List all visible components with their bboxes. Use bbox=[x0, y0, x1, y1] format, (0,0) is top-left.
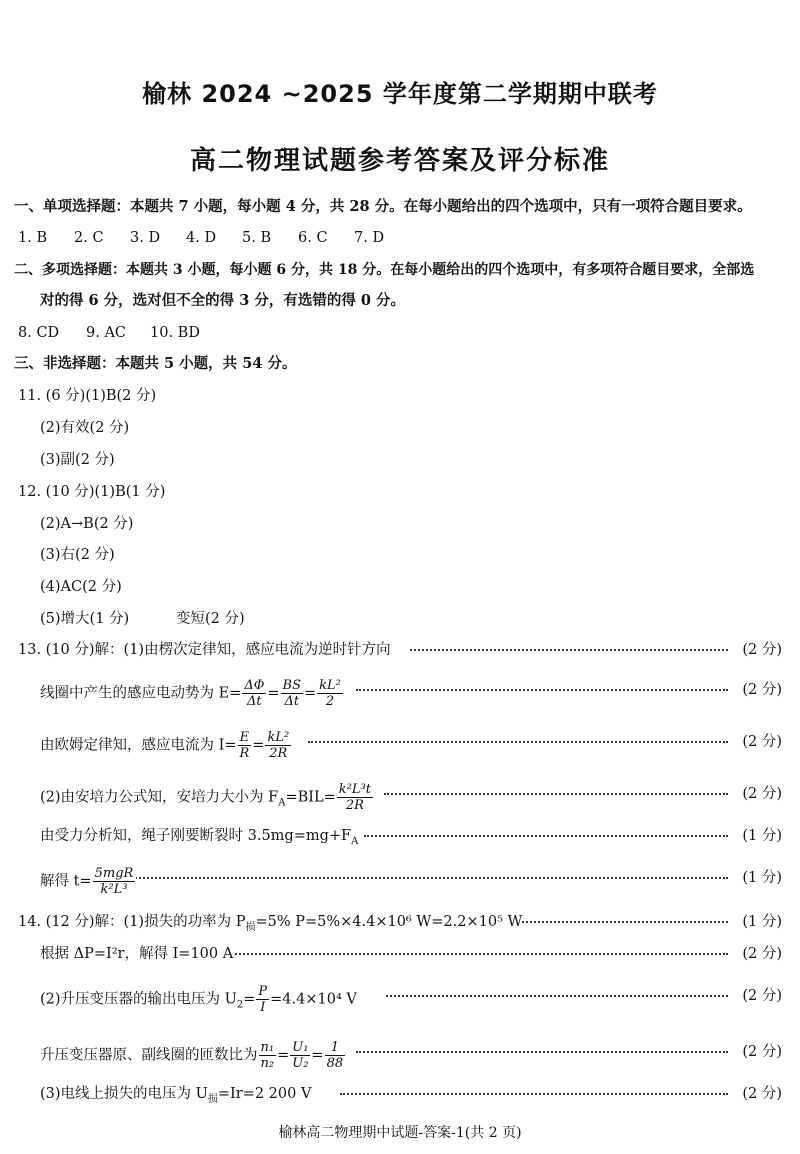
q11-line: (2)有效(2 分) bbox=[40, 420, 130, 436]
score-points: (2 分) bbox=[742, 988, 782, 1004]
q11-line: 11. (6 分)(1)B(2 分) bbox=[18, 388, 157, 404]
q12-line: 变短(2 分) bbox=[176, 611, 245, 627]
section1-heading: 一、单项选择题：本题共 7 小题，每小题 4 分，共 28 分。在每小题给出的四个选项中，只有一项符合题目要求。 bbox=[14, 198, 752, 215]
q14-step-3 bbox=[0, 984, 800, 1015]
section3-heading: 三、非选择题：本题共 5 小题，共 54 分。 bbox=[14, 355, 297, 372]
q13-step-3 bbox=[0, 730, 800, 761]
q12-line: (4)AC(2 分) bbox=[40, 579, 122, 595]
q12-line: 12. (10 分)(1)B(1 分) bbox=[18, 484, 166, 500]
score-points: (2 分) bbox=[742, 786, 782, 802]
exam-title: 榆林 2024 ~2025 学年度第二学期期中联考 bbox=[142, 80, 658, 108]
score-points: (2 分) bbox=[742, 946, 782, 962]
q14-step-4 bbox=[0, 1040, 800, 1071]
q14-power-loss: 14. (12 分)解：(1)损失的功率为 $P_损=5\%$ P=5%×4.4×10⁶ W=2.2×10⁵ W bbox=[18, 910, 522, 940]
q13-current-formula: 由欧姆定律知，感应电流为 I= $\frac{E}{R}$ = $\frac{\text{kL²}}{2R}$ bbox=[40, 730, 292, 761]
q13-step-text: 13. (10 分)解：(1)由楞次定律知，感应电流为逆时针方向 bbox=[18, 638, 391, 662]
q12-line: (5)增大(1 分) bbox=[40, 611, 130, 627]
q13-step-6 bbox=[0, 866, 800, 897]
mc-answer: 6. C bbox=[298, 230, 328, 246]
q14-voltage-drop: (3)电线上损失的电压为 $U_损=Ir=2$ 200 V bbox=[40, 1082, 311, 1112]
q12-line: (2)A→B(2 分) bbox=[40, 516, 134, 532]
score-points: (1 分) bbox=[742, 828, 782, 844]
mc-answer: 1. B bbox=[18, 230, 48, 246]
score-points: (1 分) bbox=[742, 914, 782, 930]
mc-answer: 9. AC bbox=[86, 325, 127, 341]
q13-time-result: 解得 t= $\frac{\text{5mgR}}{\text{k²L³}}$ bbox=[40, 866, 136, 897]
q14-step-5 bbox=[0, 1082, 800, 1106]
q13-force-balance: 由受力分析知，绳子刚要断裂时 $3.5mg=mg+F_A$ bbox=[40, 824, 358, 854]
mc-answer: 10. BD bbox=[150, 325, 200, 341]
score-points: (2 分) bbox=[742, 642, 782, 658]
answer-key-title: 高二物理试题参考答案及评分标准 bbox=[189, 146, 610, 176]
mc-answer: 7. D bbox=[354, 230, 385, 246]
score-points: (2 分) bbox=[742, 734, 782, 750]
score-points: (2 分) bbox=[742, 1086, 782, 1102]
score-points: (2 分) bbox=[742, 1044, 782, 1060]
q14-step-2 bbox=[0, 942, 800, 966]
section2-heading-line2: 对的得 6 分，选对但不全的得 3 分，有选错的得 0 分。 bbox=[40, 292, 406, 309]
q12-line: (3)右(2 分) bbox=[40, 547, 115, 563]
mc-answer: 8. CD bbox=[18, 325, 60, 341]
q13-ampere-formula: (2)由安培力公式知，安培力大小为 $F_A=BIL=$ $\frac{\text{k²L³t}}{2R}$ bbox=[40, 782, 374, 815]
section2-heading-line1: 二、多项选择题：本题共 3 小题，每小题 6 分，共 18 分。在每小题给出的四个选项中，有多项符合题目要求，全部选 bbox=[14, 262, 755, 278]
q14-turns-ratio: 升压变压器原、副线圈的匝数比为 $\frac{\text{n₁}}{\text{n₂}}$ = $\frac{\text{U₁}}{\text{U₂}}$ = $\frac{1}{88}$ bbox=[40, 1040, 346, 1071]
mc-answer: 2. C bbox=[74, 230, 104, 246]
q13-step-2 bbox=[0, 678, 800, 709]
mc-answer: 3. D bbox=[130, 230, 161, 246]
q11-line: (3)副(2 分) bbox=[40, 452, 115, 468]
q14-output-voltage: (2)升压变压器的输出电压为 $U_2=$ $\frac{P}{I}$ =4.4×10⁴ V bbox=[40, 984, 357, 1017]
q14-step-1 bbox=[0, 910, 800, 934]
page-footer: 榆林高二物理期中试题-答案-1(共 2 页) bbox=[278, 1125, 522, 1141]
q13-step-5 bbox=[0, 824, 800, 848]
mc-answer: 4. D bbox=[186, 230, 217, 246]
mc-answer: 5. B bbox=[242, 230, 272, 246]
q13-step-1 bbox=[0, 638, 800, 662]
q13-emf-formula: 线圈中产生的感应电动势为 E= $\frac{\Delta\Phi}{\Delta t}$ = $\frac{BS}{\Delta t}$ = $\frac{\text{kL²}}{2}$ bbox=[40, 678, 344, 709]
q14-current: 根据 ΔP=I²r，解得 I=100 A bbox=[40, 942, 233, 966]
score-points: (2 分) bbox=[742, 682, 782, 698]
score-points: (1 分) bbox=[742, 870, 782, 886]
q13-step-4 bbox=[0, 782, 800, 813]
